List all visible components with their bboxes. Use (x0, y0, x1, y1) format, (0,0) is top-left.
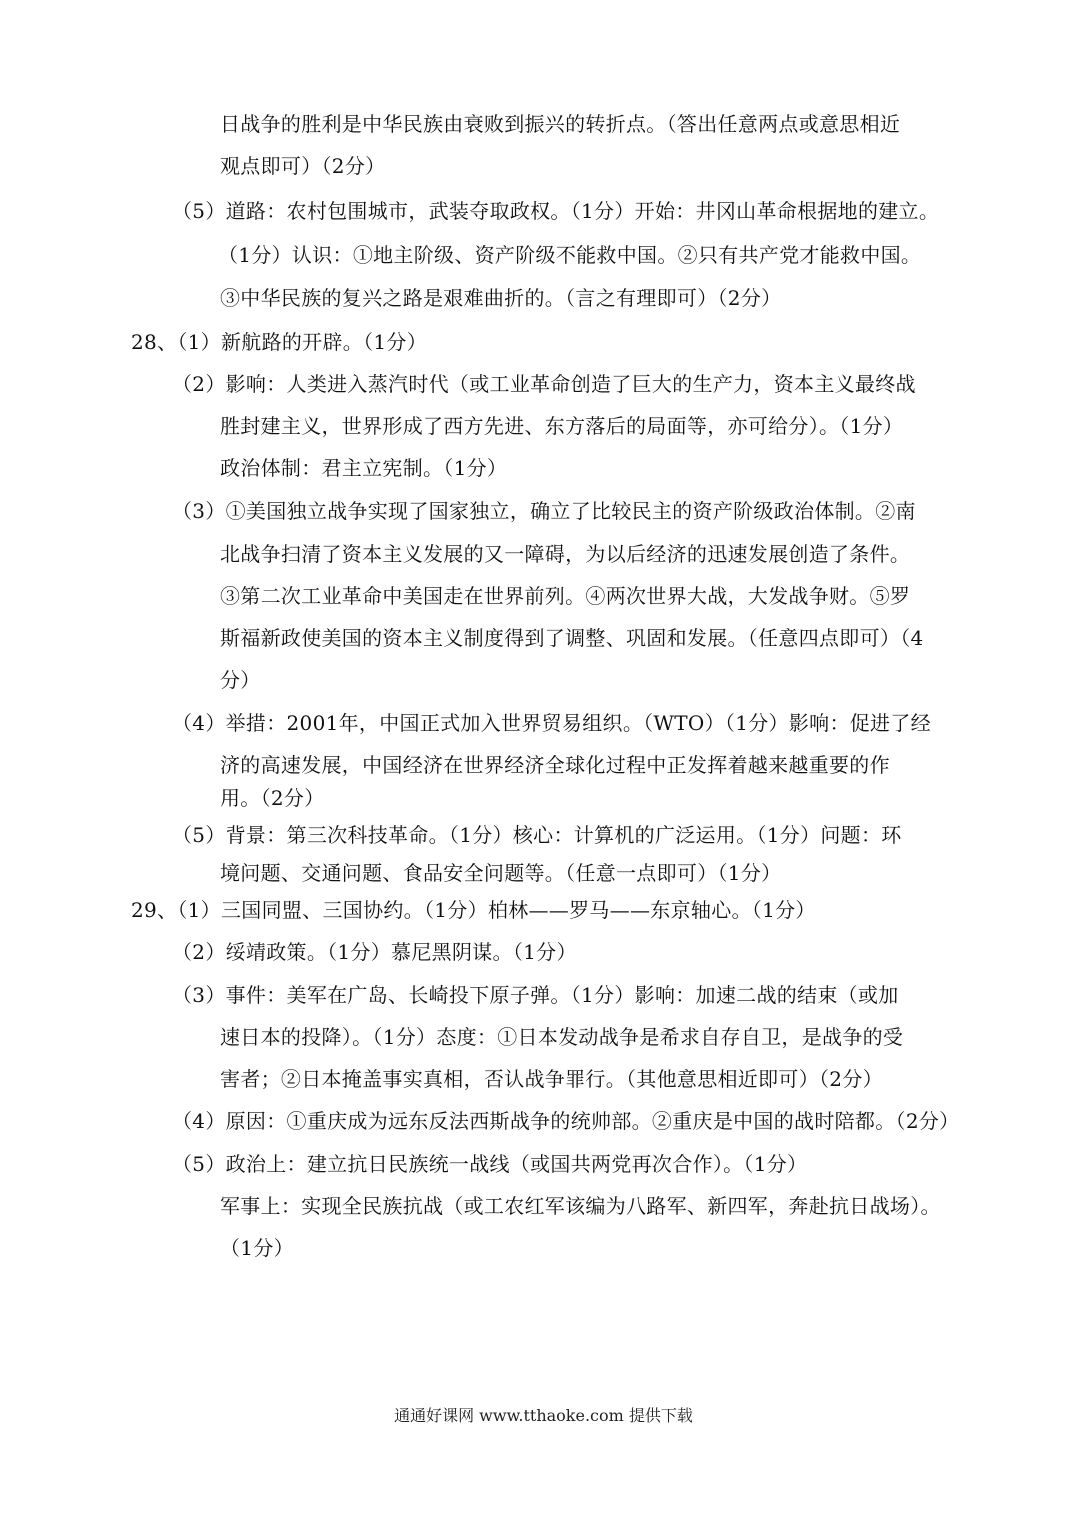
text-line: 斯福新政使美国的资本主义制度得到了调整、巩固和发展。（任意四点即可）（4 (220, 626, 924, 650)
text-line: 分） (220, 668, 261, 692)
footer-watermark: 通通好课网 www.tthaoke.com 提供下载 (394, 1406, 693, 1425)
text-line: 政治体制：君主立宪制。（1分） (220, 456, 508, 480)
text-line: （5）背景：第三次科技革命。（1分）核心：计算机的广泛运用。（1分）问题：环 (172, 823, 902, 847)
text-line: 害者；②日本掩盖事实真相，否认战争罪行。（其他意思相近即可）（2分） (220, 1067, 883, 1091)
text-line: 胜封建主义，世界形成了西方先进、东方落后的局面等，亦可给分）。（1分） (220, 414, 904, 438)
text-line: 速日本的投降）。（1分）态度：①日本发动战争是希求自存自卫，是战争的受 (220, 1025, 904, 1049)
text-line: （5）政治上：建立抗日民族统一战线（或国共两党再次合作）。（1分） (172, 1152, 808, 1176)
text-line: （1分）认识：①地主阶级、资产阶级不能救中国。②只有共产党才能救中国。 (218, 243, 922, 267)
text-line: （3）事件：美军在广岛、长崎投下原子弹。（1分）影响：加速二战的结束（或加 (172, 983, 899, 1007)
text-line: （4）举措：2001年，中国正式加入世界贸易组织。（WTO）（1分）影响：促进了经 (172, 711, 931, 735)
text-line: （2）影响：人类进入蒸汽时代（或工业革命创造了巨大的生产力，资本主义最终战 (172, 372, 916, 396)
question-29-heading: 29、（1）三国同盟、三国协约。（1分）柏林——罗马——东京轴心。（1分） (131, 898, 816, 922)
text-line: 境问题、交通问题、食品安全问题等。（任意一点即可）（1分） (220, 861, 782, 885)
text-line: ③第二次工业革命中美国走在世界前列。④两次世界大战，大发战争财。⑤罗 (220, 584, 911, 608)
text-line: （3）①美国独立战争实现了国家独立，确立了比较民主的资产阶级政治体制。②南 (172, 499, 916, 523)
text-line: 北战争扫清了资本主义发展的又一障碍，为以后经济的迅速发展创造了条件。 (220, 542, 911, 566)
text-line: （2）绥靖政策。（1分）慕尼黑阴谋。（1分） (172, 940, 577, 964)
text-line: 观点即可）（2分） (220, 154, 386, 178)
question-28-heading: 28、（1）新航路的开辟。（1分） (131, 330, 427, 354)
text-line: ③中华民族的复兴之路是艰难曲折的。（言之有理即可）（2分） (220, 286, 782, 310)
text-line: （1分） (220, 1236, 294, 1260)
text-line: 用。（2分） (220, 786, 325, 810)
text-line: （4）原因：①重庆成为远东反法西斯战争的统帅部。②重庆是中国的战时陪都。（2分） (172, 1109, 960, 1133)
text-line: 济的高速发展，中国经济在世界经济全球化过程中正发挥着越来越重要的作 (220, 753, 890, 777)
text-line: 日战争的胜利是中华民族由衰败到振兴的转折点。（答出任意两点或意思相近 (220, 112, 901, 136)
text-line: 军事上：实现全民族抗战（或工农红军该编为八路军、新四军，奔赴抗日战场）。 (220, 1194, 941, 1218)
text-line: （5）道路：农村包围城市，武装夺取政权。（1分）开始：井冈山革命根据地的建立。 (172, 199, 940, 223)
